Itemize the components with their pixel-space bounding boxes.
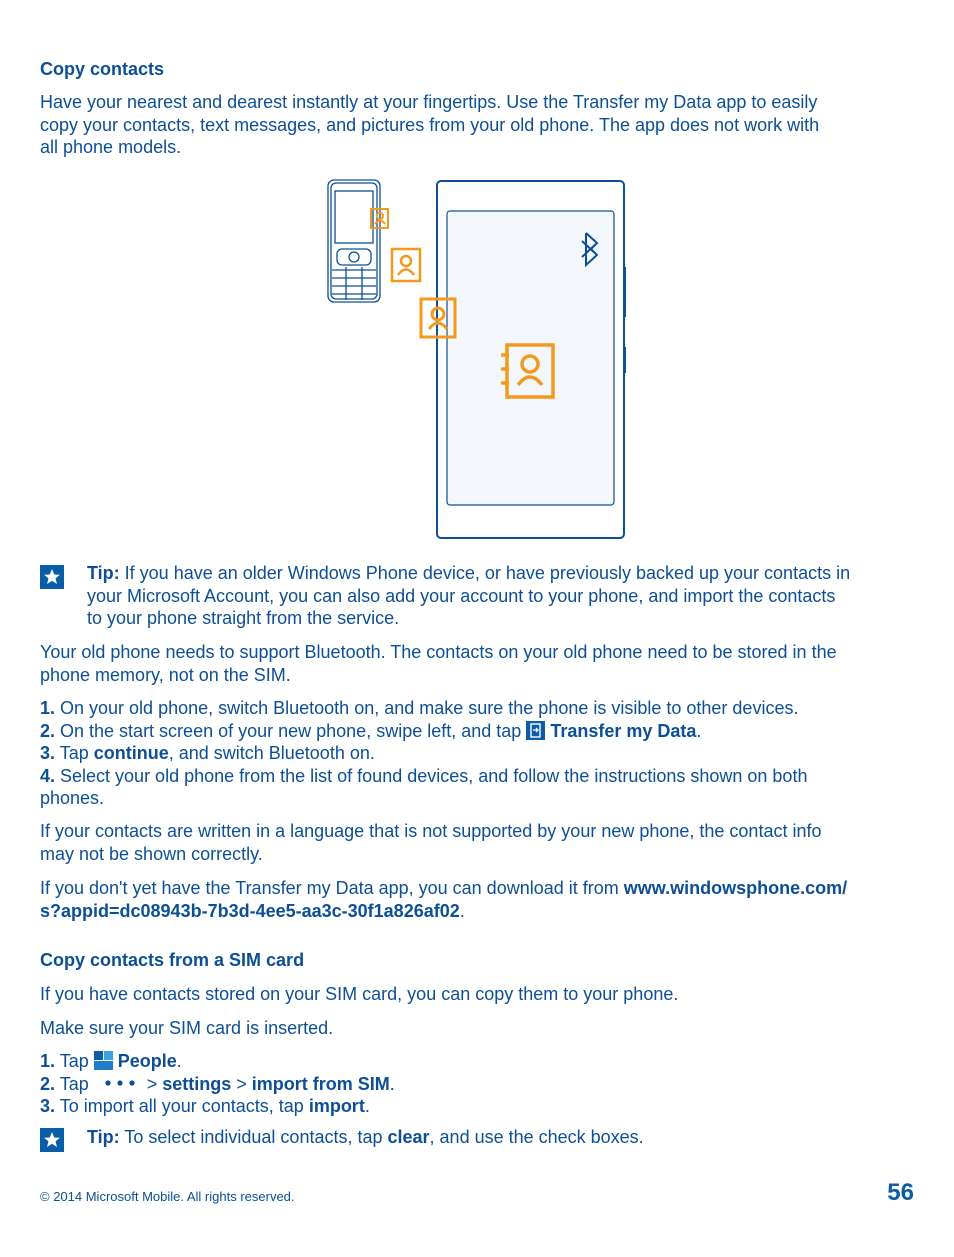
step-2	[40, 720, 916, 743]
step-4-continued: phones.	[40, 788, 105, 808]
intro-line: copy your contacts, text messages, and pictures from your old phone. The app does not work with	[40, 114, 820, 135]
step-3	[40, 742, 916, 765]
separator: >	[231, 1073, 252, 1094]
step-number: 2.	[40, 720, 56, 741]
intro-paragraph	[40, 91, 916, 159]
step-number: 1.	[40, 698, 56, 718]
bluetooth-note-line: Your old phone needs to support Bluetooth. The contacts on your old phone need to be stored in the	[40, 642, 837, 662]
tip-select-contacts	[87, 1126, 917, 1149]
transfer-steps	[40, 697, 916, 810]
people-tile-icon	[94, 1051, 113, 1070]
tip-star-icon	[40, 1128, 64, 1152]
step-1	[40, 697, 916, 720]
download-link[interactable]: www.windowsphone.com/	[623, 878, 848, 898]
bluetooth-note-line: phone memory, not on the SIM.	[40, 664, 291, 685]
tip-line: to your phone straight from the service.	[87, 608, 400, 628]
import-from-sim-label: import from SIM	[251, 1073, 390, 1094]
sim-note: Make sure your SIM card is inserted.	[40, 1018, 334, 1038]
people-label: People	[117, 1051, 177, 1071]
old-phone	[328, 180, 380, 302]
sim-step-2	[40, 1073, 916, 1096]
clear-label: clear	[387, 1127, 430, 1147]
separator: >	[141, 1073, 163, 1094]
tip-bluetooth-account	[87, 562, 917, 630]
step-text: Tap	[55, 1051, 94, 1071]
step-end: .	[176, 1051, 182, 1071]
tip-label: Tip:	[87, 563, 120, 583]
new-phone	[437, 181, 625, 538]
step-number: 1.	[40, 1051, 56, 1071]
contact-card-icon	[392, 249, 420, 281]
transfer-illustration	[320, 175, 640, 545]
step-end: .	[364, 1096, 370, 1116]
step-end: .	[696, 720, 702, 741]
sim-step-1	[40, 1050, 916, 1073]
step-text: To import all your contacts, tap	[55, 1096, 309, 1116]
copyright: © 2014 Microsoft Mobile. All rights reserved.	[40, 1189, 295, 1204]
step-text: Tap	[55, 743, 94, 763]
intro-line: Have your nearest and dearest instantly at your fingertips. Use the Transfer my Data app to easily	[40, 92, 818, 112]
tip-line: your Microsoft Account, you can also add your account to your phone, and import the contacts	[87, 585, 836, 606]
step-end: , and switch Bluetooth on.	[168, 743, 375, 763]
step-number: 2.	[40, 1073, 56, 1094]
section-heading-copy-from-sim: Copy contacts from a SIM card	[40, 950, 305, 970]
bluetooth-note	[40, 641, 916, 686]
download-note-text: If you don't yet have the Transfer my Data app, you can download it from	[40, 878, 624, 898]
page-number: 56	[887, 1179, 914, 1206]
step-number: 4.	[40, 765, 56, 786]
section-heading-copy-contacts: Copy contacts	[40, 59, 165, 79]
language-note-line: may not be shown correctly.	[40, 843, 263, 864]
download-note	[40, 877, 916, 922]
transfer-my-data-label: Transfer my Data	[550, 720, 697, 741]
continue-label: continue	[93, 743, 169, 763]
tip-text: To select individual contacts, tap	[119, 1127, 388, 1147]
sim-step-3	[40, 1095, 916, 1118]
step-text: On your old phone, switch Bluetooth on, and make sure the phone is visible to other devices.	[55, 698, 799, 718]
download-link[interactable]: s?appid=dc08943b-7b3d-4ee5-aa3c-30f1a826af02	[40, 900, 460, 921]
step-end: .	[389, 1073, 395, 1094]
settings-label: settings	[162, 1073, 232, 1094]
tip-line: If you have an older Windows Phone device, or have previously backed up your contacts in	[119, 563, 851, 583]
language-note-line: If your contacts are written in a language that is not supported by your new phone, the contact info	[40, 821, 822, 841]
step-text: Tap	[55, 1073, 94, 1094]
intro-line: all phone models.	[40, 137, 182, 157]
step-number: 3.	[40, 1096, 56, 1116]
step-4	[40, 765, 916, 788]
download-note-end: .	[459, 900, 465, 921]
tip-end: , and use the check boxes.	[429, 1127, 644, 1147]
more-dots-icon	[94, 1074, 142, 1093]
tip-star-icon	[40, 565, 64, 589]
import-label: import	[308, 1096, 365, 1116]
sim-intro: If you have contacts stored on your SIM card, you can copy them to your phone.	[40, 984, 679, 1004]
step-number: 3.	[40, 743, 56, 763]
transfer-app-icon	[526, 721, 545, 740]
language-note	[40, 820, 916, 865]
step-text: Select your old phone from the list of found devices, and follow the instructions shown on both	[55, 765, 808, 786]
tip-label: Tip:	[87, 1127, 120, 1147]
step-text: On the start screen of your new phone, swipe left, and tap	[55, 720, 527, 741]
sim-steps	[40, 1050, 916, 1118]
